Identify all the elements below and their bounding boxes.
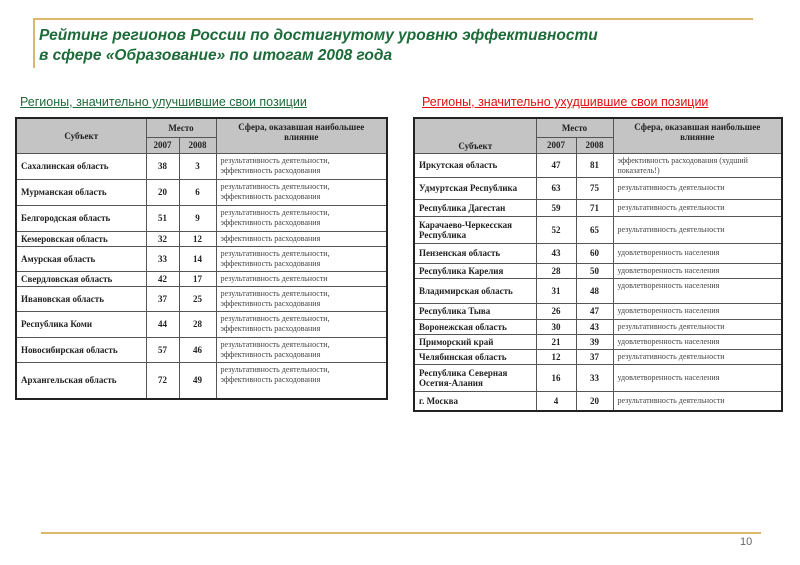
- table-row: [16, 286, 387, 311]
- page-title: [39, 26, 598, 66]
- place-2008-cell: 28: [179, 311, 216, 337]
- table-row: [414, 334, 782, 349]
- col-2008: 2008: [576, 137, 613, 153]
- place-2007-cell: 38: [146, 153, 179, 179]
- sphere-cell: удовлетворенность населения: [613, 278, 782, 303]
- subject-cell: Пензенская область: [414, 243, 536, 263]
- subject-cell: Архангельская область: [16, 362, 146, 399]
- place-2007-cell: 33: [146, 246, 179, 271]
- col-subject: Субъект: [16, 118, 146, 153]
- sphere-cell: удовлетворенность населения: [613, 364, 782, 391]
- subject-cell: Республика Северная Осетия-Алания: [414, 364, 536, 391]
- subject-cell: Воронежская область: [414, 319, 536, 334]
- subject-cell: Новосибирская область: [16, 337, 146, 362]
- place-2007-cell: 42: [146, 271, 179, 286]
- sphere-cell: результативность деятельности: [613, 177, 782, 199]
- table-row: [414, 303, 782, 319]
- subject-cell: г. Москва: [414, 391, 536, 411]
- table-row: [16, 362, 387, 399]
- title-line-2: в сфере «Образование» по итогам 2008 года: [39, 47, 393, 64]
- table-row: [16, 246, 387, 271]
- worsened-regions-heading: Регионы, значительно ухудшившие свои позиции: [422, 95, 709, 109]
- col-sphere: Сфера, оказавшая наибольшее влияние: [216, 118, 387, 153]
- sphere-cell: результативность деятельности, эффективность расходования: [216, 205, 387, 231]
- table-row: [16, 311, 387, 337]
- subject-cell: Мурманская область: [16, 179, 146, 205]
- place-2008-cell: 39: [576, 334, 613, 349]
- sphere-cell: результативность деятельности: [613, 391, 782, 411]
- table-row: [16, 337, 387, 362]
- subject-cell: Сахалинская область: [16, 153, 146, 179]
- subject-cell: Республика Коми: [16, 311, 146, 337]
- table-row: [414, 349, 782, 364]
- sphere-cell: результативность деятельности, эффективность расходования: [216, 286, 387, 311]
- place-2007-cell: 32: [146, 231, 179, 246]
- place-2008-cell: 48: [576, 278, 613, 303]
- title-line-1: Рейтинг регионов России по достигнутому уровню эффективности: [39, 27, 598, 44]
- col-place: Место: [536, 118, 613, 137]
- place-2008-cell: 6: [179, 179, 216, 205]
- place-2008-cell: 49: [179, 362, 216, 399]
- place-2007-cell: 43: [536, 243, 576, 263]
- col-place: Место: [146, 118, 216, 137]
- sphere-cell: эффективность расходования (худший показатель!): [613, 153, 782, 177]
- sphere-cell: результативность деятельности, эффективность расходования: [216, 337, 387, 362]
- sphere-cell: удовлетворенность населения: [613, 263, 782, 278]
- place-2008-cell: 9: [179, 205, 216, 231]
- sphere-cell: удовлетворенность населения: [613, 243, 782, 263]
- sphere-cell: результативность деятельности, эффективность расходования: [216, 179, 387, 205]
- subject-cell: Свердловская область: [16, 271, 146, 286]
- sphere-cell: результативность деятельности, эффективность расходования: [216, 362, 387, 399]
- page-number: 10: [740, 536, 753, 548]
- place-2007-cell: 59: [536, 199, 576, 216]
- col-2008: 2008: [179, 137, 216, 153]
- place-2007-cell: 51: [146, 205, 179, 231]
- place-2007-cell: 37: [146, 286, 179, 311]
- place-2007-cell: 63: [536, 177, 576, 199]
- place-2007-cell: 12: [536, 349, 576, 364]
- sphere-cell: удовлетворенность населения: [613, 334, 782, 349]
- table-row: [16, 153, 387, 179]
- subject-cell: Кемеровская область: [16, 231, 146, 246]
- sphere-cell: результативность деятельности, эффективность расходования: [216, 311, 387, 337]
- sphere-cell: результативность деятельности: [613, 216, 782, 243]
- place-2007-cell: 52: [536, 216, 576, 243]
- table-row: [414, 243, 782, 263]
- place-2008-cell: 71: [576, 199, 613, 216]
- place-2007-cell: 26: [536, 303, 576, 319]
- subject-cell: Карачаево-Черкесская Республика: [414, 216, 536, 243]
- footer-rule: [41, 532, 761, 534]
- place-2007-cell: 47: [536, 153, 576, 177]
- table-row: [414, 199, 782, 216]
- place-2008-cell: 37: [576, 349, 613, 364]
- table-row: [414, 153, 782, 177]
- place-2008-cell: 47: [576, 303, 613, 319]
- place-2008-cell: 43: [576, 319, 613, 334]
- subject-cell: Республика Дагестан: [414, 199, 536, 216]
- place-2008-cell: 46: [179, 337, 216, 362]
- improved-regions-table: [15, 117, 388, 400]
- sphere-cell: результативность деятельности: [216, 271, 387, 286]
- subject-cell: Белгородская область: [16, 205, 146, 231]
- subject-cell: Удмуртская Республика: [414, 177, 536, 199]
- place-2008-cell: 65: [576, 216, 613, 243]
- place-2008-cell: 33: [576, 364, 613, 391]
- col-2007: 2007: [536, 137, 576, 153]
- place-2008-cell: 50: [576, 263, 613, 278]
- sphere-cell: результативность деятельности, эффективность расходования: [216, 246, 387, 271]
- place-2008-cell: 12: [179, 231, 216, 246]
- place-2008-cell: 3: [179, 153, 216, 179]
- sphere-cell: результативность деятельности: [613, 319, 782, 334]
- table-row: [414, 216, 782, 243]
- subject-cell: Челябинская область: [414, 349, 536, 364]
- table-row: [16, 179, 387, 205]
- sphere-cell: результативность деятельности: [613, 349, 782, 364]
- place-2007-cell: 4: [536, 391, 576, 411]
- place-2008-cell: 60: [576, 243, 613, 263]
- subject-cell: Иркутская область: [414, 153, 536, 177]
- place-2008-cell: 20: [576, 391, 613, 411]
- table-row: [414, 177, 782, 199]
- subject-cell: Ивановская область: [16, 286, 146, 311]
- table-row: [16, 231, 387, 246]
- place-2007-cell: 44: [146, 311, 179, 337]
- place-2007-cell: 28: [536, 263, 576, 278]
- subject-cell: Республика Тыва: [414, 303, 536, 319]
- place-2007-cell: 16: [536, 364, 576, 391]
- subject-cell: Владимирская область: [414, 278, 536, 303]
- table-row: [414, 319, 782, 334]
- place-2008-cell: 81: [576, 153, 613, 177]
- table-row: [16, 205, 387, 231]
- place-2008-cell: 25: [179, 286, 216, 311]
- col-2007: 2007: [146, 137, 179, 153]
- place-2007-cell: 30: [536, 319, 576, 334]
- worsened-regions-table: [413, 117, 783, 412]
- table-row: [16, 271, 387, 286]
- col-subject: Субъект: [414, 118, 536, 153]
- title-left-rule: [33, 18, 35, 68]
- table-row: [414, 263, 782, 278]
- place-2008-cell: 75: [576, 177, 613, 199]
- subject-cell: Амурская область: [16, 246, 146, 271]
- improved-regions-heading: Регионы, значительно улучшившие свои позиции: [20, 95, 307, 109]
- sphere-cell: удовлетворенность населения: [613, 303, 782, 319]
- sphere-cell: результативность деятельности: [613, 199, 782, 216]
- place-2007-cell: 57: [146, 337, 179, 362]
- sphere-cell: результативность деятельности, эффективность расходования: [216, 153, 387, 179]
- col-sphere: Сфера, оказавшая наибольшее влияние: [613, 118, 782, 153]
- table-row: [414, 364, 782, 391]
- place-2008-cell: 14: [179, 246, 216, 271]
- table-row: [414, 391, 782, 411]
- subject-cell: Приморский край: [414, 334, 536, 349]
- place-2007-cell: 20: [146, 179, 179, 205]
- place-2007-cell: 31: [536, 278, 576, 303]
- place-2007-cell: 21: [536, 334, 576, 349]
- subject-cell: Республика Карелия: [414, 263, 536, 278]
- place-2007-cell: 72: [146, 362, 179, 399]
- place-2008-cell: 17: [179, 271, 216, 286]
- sphere-cell: эффективность расходования: [216, 231, 387, 246]
- title-top-rule: [33, 18, 753, 20]
- table-row: [414, 278, 782, 303]
